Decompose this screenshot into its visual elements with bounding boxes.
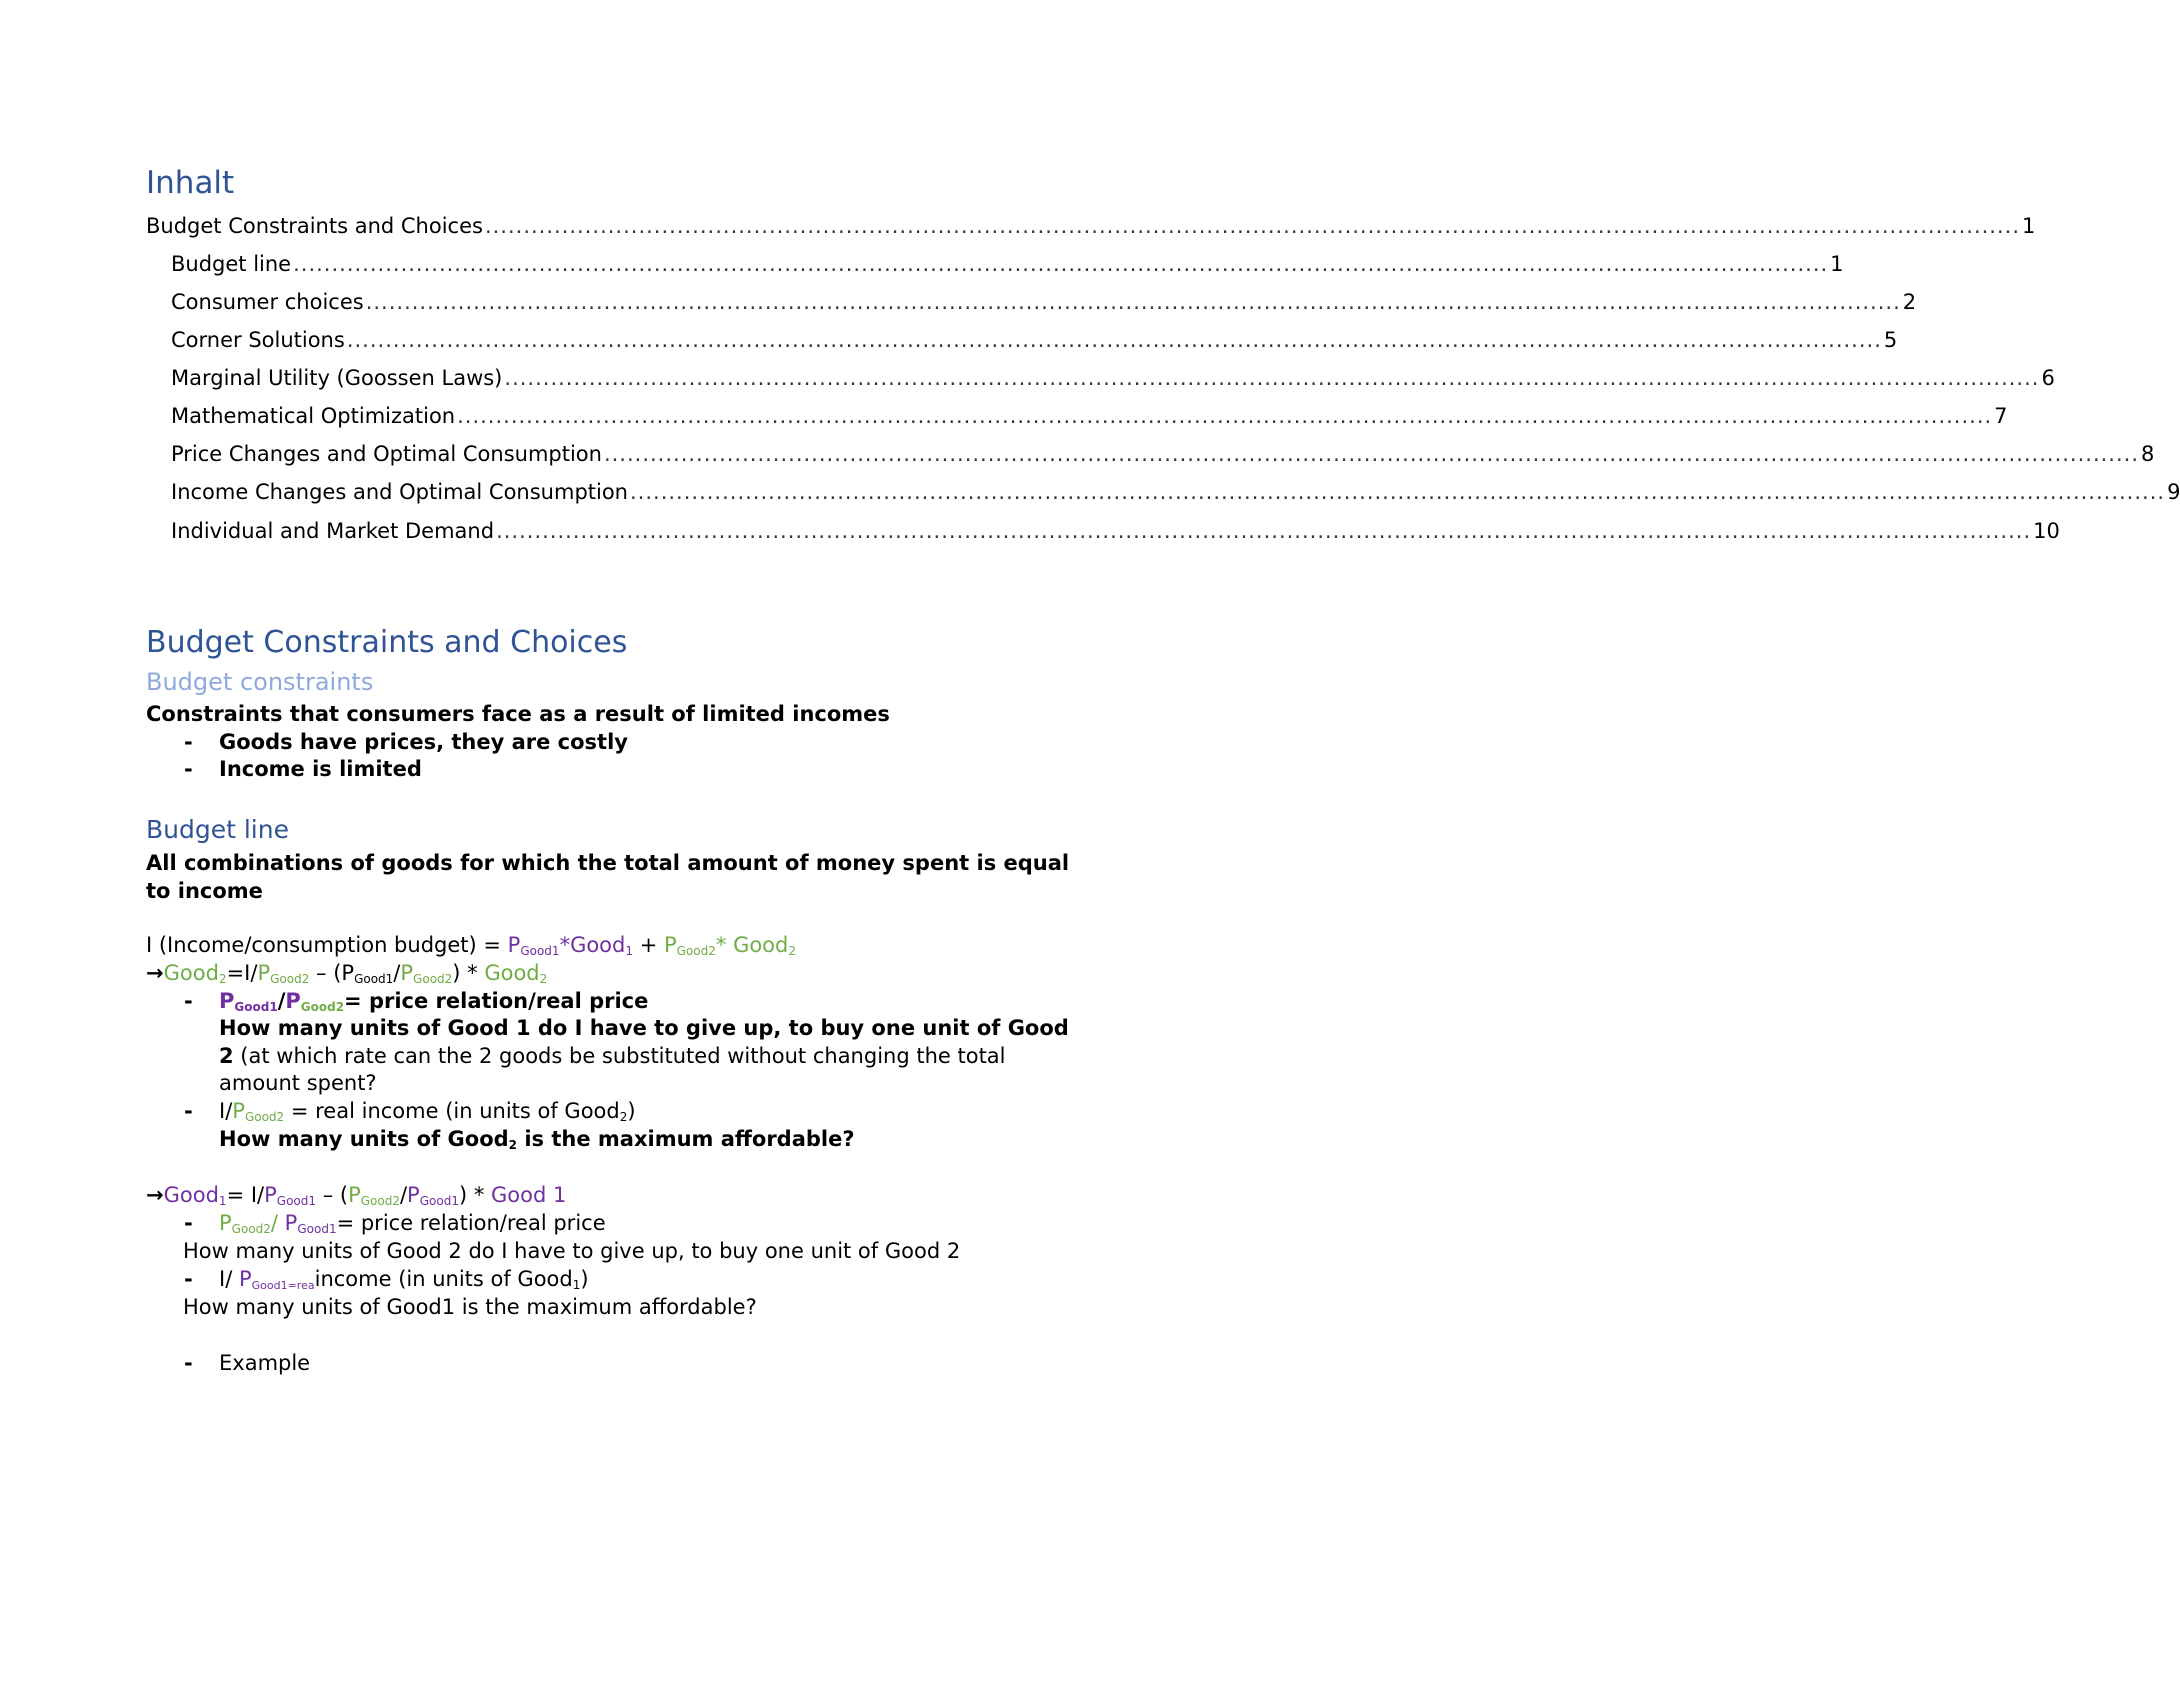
toc-entry-label: Budget Constraints and Choices [146, 214, 483, 238]
toc-entry-page: 6 [2041, 366, 2055, 390]
bullet-dash: - [184, 989, 193, 1013]
equation-good2: $\to Good_2=I/P_{Good2} - (P_{Good1}/P_{Good2})$ * Good$_2$ [146, 961, 548, 986]
toc-entry[interactable] [171, 404, 2008, 428]
bullet-income-limited: Income is limited [219, 757, 422, 781]
heading-budget-line: Budget line [146, 815, 289, 844]
toc-entry[interactable] [171, 442, 2155, 466]
toc-entry-label: Corner Solutions [171, 328, 345, 352]
bullet-real-income-good2: $I/P_{Good2}$ = real income (in units of Good$_2$) [219, 1099, 636, 1124]
toc-entry[interactable] [171, 519, 2060, 543]
toc-leader-dots: ........................................................................................................................................................................................................ [496, 519, 2032, 543]
question-give-up-good2: How many units of Good 2 do I have to give up, to buy one unit of Good 2 [183, 1239, 961, 1263]
question-amount-spent: amount spent? [219, 1071, 377, 1095]
toc-entry[interactable] [171, 480, 2180, 504]
toc-entry[interactable] [146, 214, 2036, 238]
definition-budget-line-2: to income [146, 879, 263, 903]
bullet-dash: - [184, 730, 193, 754]
bullet-price-relation: $P_{Good1}/P_{Good2}=$ price relation/real price [219, 989, 649, 1014]
toc-leader-dots: ........................................................................................................................................................................................................ [365, 290, 1901, 314]
subheading-budget-constraints: Budget constraints [146, 668, 374, 696]
bullet-dash: - [184, 1267, 193, 1291]
toc-entry-page: 10 [2033, 519, 2060, 543]
definition-constraints: Constraints that consumers face as a result of limited incomes [146, 702, 890, 726]
toc-leader-dots: ........................................................................................................................................................................................................ [457, 404, 1993, 428]
toc-entry-label: Marginal Utility (Goossen Laws) [171, 366, 503, 390]
equation-good1: →Good$_1$= $I/P_{Good1} - (P_{Good2}/P_{Good1})$ * Good 1 [146, 1183, 567, 1208]
bullet-example: Example [219, 1351, 311, 1375]
toc-entry-page: 5 [1883, 328, 1898, 352]
toc-entry-page: 8 [2141, 442, 2155, 466]
toc-entry-label: Individual and Market Demand [171, 519, 495, 543]
bullet-dash: - [184, 1211, 193, 1235]
bullet-dash: - [184, 1099, 193, 1123]
toc-leader-dots: ........................................................................................................................................................................................................ [630, 480, 2166, 504]
equation-income: I (Income/consumption budget) = $P_{Good1}*Good_1 + P_{Good2}*$ Good$_2$ [146, 933, 797, 958]
bullet-dash: - [184, 1351, 193, 1375]
toc-entry-label: Consumer choices [171, 290, 364, 314]
toc-title: Inhalt [146, 165, 235, 201]
toc-entry-page: 1 [2022, 214, 2036, 238]
toc-leader-dots: ........................................................................................................................................................................................................ [603, 442, 2140, 466]
toc-entry-page: 2 [1902, 290, 1917, 314]
definition-budget-line-1: All combinations of goods for which the total amount of money spent is equal [146, 851, 1070, 875]
toc-leader-dots: ........................................................................................................................................................................................................ [484, 214, 2021, 238]
question-give-up-good1: How many units of Good 1 do I have to give up, to buy one unit of Good [219, 1016, 1069, 1040]
toc-leader-dots: ........................................................................................................................................................................................................ [293, 252, 1829, 276]
toc-leader-dots: ........................................................................................................................................................................................................ [346, 328, 1882, 352]
bullet-price-relation-good2: $P_{Good2}/$ $P_{Good1}=$ price relation/real price [219, 1211, 606, 1236]
bullet-dash: - [184, 757, 193, 781]
toc-entry-label: Price Changes and Optimal Consumption [171, 442, 602, 466]
section-title: Budget Constraints and Choices [146, 625, 628, 660]
toc-entry-label: Income Changes and Optimal Consumption [171, 480, 628, 504]
toc-entry-label: Budget line [171, 252, 292, 276]
bullet-goods-prices: Goods have prices, they are costly [219, 730, 628, 754]
bullet-real-income-good1: I/ $P_{Good1=rea}income$ (in units of Good$_1$) [219, 1267, 589, 1292]
question-max-affordable-good2: How many units of Good$_2$ is the maximum affordable? [219, 1127, 855, 1152]
toc-leader-dots: ........................................................................................................................................................................................................ [504, 366, 2040, 390]
toc-entry-page: 1 [1830, 252, 1844, 276]
toc-entry[interactable] [171, 328, 1898, 352]
toc-entry[interactable] [171, 252, 1844, 276]
toc-entry-label: Mathematical Optimization [171, 404, 456, 428]
toc-entry[interactable] [171, 290, 1917, 314]
question-max-affordable-good1: How many units of Good1 is the maximum affordable? [183, 1295, 757, 1319]
toc-entry-page: 7 [1994, 404, 2008, 428]
toc-entry[interactable] [171, 366, 2055, 390]
toc-entry-page: 9 [2167, 480, 2180, 504]
question-substitution: 2 (at which rate can the 2 goods be substituted without changing the total [219, 1044, 1006, 1068]
